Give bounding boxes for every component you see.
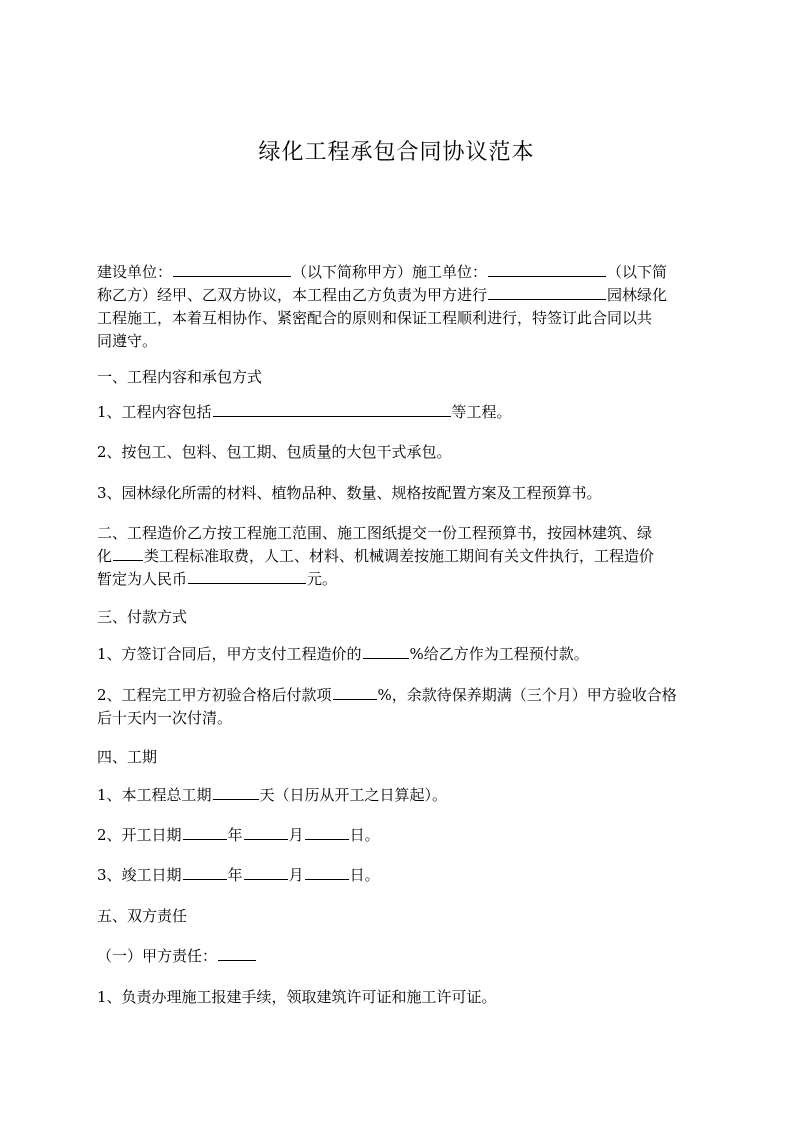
section-4-item-1 bbox=[97, 784, 707, 807]
duration-days-blank[interactable] bbox=[213, 784, 259, 800]
year-label: 年 bbox=[227, 866, 243, 884]
progress-payment-percent-blank[interactable] bbox=[333, 684, 377, 700]
section-3-heading: 三、付款方式 bbox=[97, 608, 188, 626]
contract-price-blank[interactable] bbox=[188, 568, 306, 584]
section-2-line-1: 二、工程造价乙方按工程施工范围、施工图纸提交一份工程预算书，按园林建筑、绿 bbox=[97, 524, 653, 542]
construction-unit-label: 建设单位： bbox=[97, 263, 173, 281]
item-text: %给乙方作为工程预付款。 bbox=[409, 645, 589, 663]
year-label: 年 bbox=[227, 826, 243, 844]
section-5-sub-1 bbox=[97, 945, 707, 968]
item-text: 3、竣工日期 bbox=[97, 866, 182, 884]
section-1-item-1 bbox=[97, 401, 707, 424]
item-text: 暂定为人民币 bbox=[97, 570, 188, 588]
section-5-heading: 五、双方责任 bbox=[97, 907, 188, 925]
end-day-blank[interactable] bbox=[305, 864, 349, 880]
section-3-item-1 bbox=[97, 643, 707, 666]
month-label: 月 bbox=[288, 826, 304, 844]
item-text: 1、本工程总工期 bbox=[97, 786, 212, 804]
advance-payment-percent-blank[interactable] bbox=[363, 643, 409, 659]
item-text: 2、开工日期 bbox=[97, 826, 182, 844]
section-3-item-2-cont: 后十天内一次付清。 bbox=[97, 709, 233, 727]
month-label: 月 bbox=[288, 866, 304, 884]
document-title: 绿化工程承包合同协议范本 bbox=[258, 140, 535, 165]
day-label: 日。 bbox=[349, 826, 380, 844]
section-1-item-2: 2、按包工、包料、包工期、包质量的大包干式承包。 bbox=[97, 443, 452, 461]
intro-text: 称乙方）经甲、乙双方协议，本工程由乙方负责为甲方进行 bbox=[97, 286, 488, 304]
item-text: 1、工程内容包括 bbox=[97, 403, 212, 421]
intro-line-4: 同遵守。 bbox=[97, 332, 158, 350]
construction-unit-blank[interactable] bbox=[173, 261, 291, 277]
work-content-blank[interactable] bbox=[213, 401, 451, 417]
party-a-duty-blank[interactable] bbox=[218, 945, 256, 961]
section-4-item-3 bbox=[97, 864, 707, 887]
item-text: 1、方签订合同后，甲方支付工程造价的 bbox=[97, 645, 362, 663]
section-4-item-2 bbox=[97, 824, 707, 847]
item-text: %，余款待保养期满（三个月）甲方验收合格 bbox=[377, 686, 677, 704]
intro-line-3: 工程施工，本着互相协作、紧密配合的原则和保证工程顺利进行，特签订此合同以共 bbox=[97, 309, 653, 327]
intro-text: （以下简称甲方）施工单位： bbox=[292, 263, 488, 281]
section-2-line-2 bbox=[97, 545, 707, 568]
intro-text: （以下简 bbox=[607, 263, 668, 281]
section-1-heading: 一、工程内容和承包方式 bbox=[97, 368, 263, 386]
section-2-line-3 bbox=[97, 568, 707, 591]
engineering-class-blank[interactable] bbox=[113, 545, 143, 561]
start-month-blank[interactable] bbox=[244, 824, 288, 840]
item-text: 2、工程完工甲方初验合格后付款项 bbox=[97, 686, 332, 704]
item-text: 化 bbox=[97, 547, 113, 565]
end-year-blank[interactable] bbox=[183, 864, 227, 880]
intro-line-1 bbox=[97, 261, 707, 284]
item-text: （一）甲方责任： bbox=[97, 947, 218, 965]
item-text: 天（日历从开工之日算起）。 bbox=[259, 786, 448, 804]
section-4-heading: 四、工期 bbox=[97, 748, 158, 766]
intro-line-2 bbox=[97, 284, 707, 307]
item-text: 元。 bbox=[307, 570, 338, 588]
contractor-unit-blank[interactable] bbox=[488, 261, 606, 277]
section-5-item-1: 1、负责办理施工报建手续，领取建筑许可证和施工许可证。 bbox=[97, 988, 497, 1006]
day-label: 日。 bbox=[349, 866, 380, 884]
item-text: 类工程标准取费，人工、材料、机械调差按施工期间有关文件执行，工程造价 bbox=[144, 547, 655, 565]
section-3-item-2 bbox=[97, 684, 707, 707]
start-day-blank[interactable] bbox=[305, 824, 349, 840]
section-1-item-3: 3、园林绿化所需的材料、植物品种、数量、规格按配置方案及工程预算书。 bbox=[97, 484, 602, 502]
item-text: 等工程。 bbox=[451, 403, 512, 421]
intro-text: 园林绿化 bbox=[607, 286, 668, 304]
start-year-blank[interactable] bbox=[183, 824, 227, 840]
end-month-blank[interactable] bbox=[244, 864, 288, 880]
project-name-blank[interactable] bbox=[488, 284, 606, 300]
